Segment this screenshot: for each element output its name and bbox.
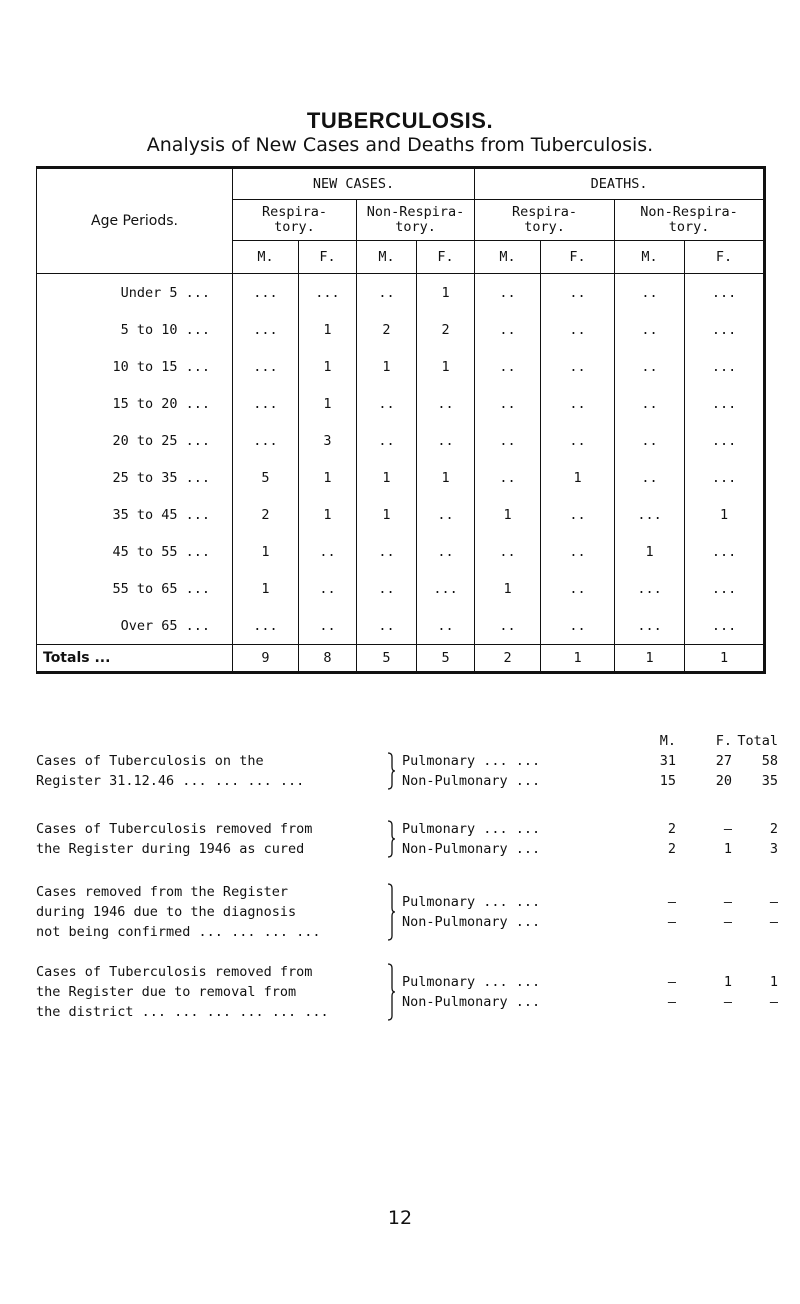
- age-period-cell: Over 65 ...: [120, 617, 210, 634]
- table-cell: ...: [685, 274, 765, 312]
- subgroup-text: Non-Respira- tory.: [366, 204, 465, 235]
- summary-description-line: during 1946 due to the diagnosis: [36, 904, 297, 920]
- table-cell: ...: [685, 348, 765, 385]
- sex-header: F.: [417, 241, 475, 274]
- table-cell: ..: [357, 385, 417, 422]
- brace-icon: [386, 962, 396, 1022]
- summary-description-line: Register 31.12.46 ... ... ... ...: [36, 773, 305, 789]
- table-cell: 1: [615, 533, 685, 570]
- table-cell: ..: [357, 533, 417, 570]
- table-cell: ..: [541, 422, 615, 459]
- table-row: [37, 533, 765, 570]
- new-cases-header: NEW CASES.: [233, 168, 475, 200]
- table-cell: ..: [357, 570, 417, 607]
- age-period-cell: 55 to 65 ...: [112, 580, 210, 597]
- sex-header: F.: [685, 241, 765, 274]
- tuberculosis-table: [36, 166, 766, 674]
- table-row: [37, 459, 765, 496]
- table-cell: ...: [685, 533, 765, 570]
- table-cell: ...: [685, 422, 765, 459]
- table-row: [37, 496, 765, 533]
- table-cell: 1: [417, 274, 475, 312]
- table-cell: ...: [685, 385, 765, 422]
- summary-row-label: Pulmonary ... ...: [402, 974, 541, 990]
- table-cell: ..: [357, 607, 417, 645]
- sex-header: F.: [541, 241, 615, 274]
- summary-description-line: Cases removed from the Register: [36, 884, 288, 900]
- summary-value-f: 27: [715, 753, 732, 769]
- table-cell: ..: [299, 570, 357, 607]
- table-cell: ...: [615, 570, 685, 607]
- table-cell: ...: [685, 607, 765, 645]
- table-cell: ..: [615, 311, 685, 348]
- summary-value-m: 31: [659, 753, 676, 769]
- table-cell: 1: [299, 385, 357, 422]
- summary-description-line: the Register due to removal from: [36, 984, 297, 1000]
- table-cell: ..: [475, 533, 541, 570]
- table-cell: ..: [299, 607, 357, 645]
- total-cell: 8: [299, 645, 357, 673]
- subgroup-text: Non-Respira- tory.: [640, 204, 738, 235]
- table-row: [37, 274, 765, 312]
- subgroup-text: Respira- tory.: [261, 204, 328, 235]
- total-cell: 1: [541, 645, 615, 673]
- table-cell: 1: [475, 570, 541, 607]
- summary-row-label: Pulmonary ... ...: [402, 753, 541, 769]
- summary-value-m: 15: [659, 773, 676, 789]
- table-row: [37, 607, 765, 645]
- summary-description-line: not being confirmed ... ... ... ...: [36, 924, 321, 940]
- table-cell: 1: [541, 459, 615, 496]
- table-cell: ...: [685, 570, 765, 607]
- table-cell: 1: [299, 459, 357, 496]
- summary-header-total: Total: [737, 733, 778, 749]
- age-period-cell: 5 to 10 ...: [120, 321, 210, 338]
- table-cell: ..: [299, 533, 357, 570]
- table-cell: ...: [233, 422, 299, 459]
- summary-value-total: —: [769, 914, 778, 930]
- total-cell: 1: [615, 645, 685, 673]
- table-cell: 1: [357, 459, 417, 496]
- summary-header-m: M.: [659, 733, 676, 749]
- summary-description-line: Cases of Tuberculosis removed from: [36, 964, 313, 980]
- total-cell: 9: [233, 645, 299, 673]
- table-cell: 1: [417, 459, 475, 496]
- table-cell: ..: [541, 274, 615, 312]
- summary-row-label: Non-Pulmonary ...: [402, 773, 541, 789]
- table-cell: 2: [233, 496, 299, 533]
- table-cell: ..: [417, 533, 475, 570]
- table-cell: 1: [417, 348, 475, 385]
- sex-header: M.: [475, 241, 541, 274]
- table-cell: 1: [357, 496, 417, 533]
- summary-value-m: 2: [667, 841, 676, 857]
- table-cell: ..: [615, 274, 685, 312]
- deaths-header: DEATHS.: [475, 168, 765, 200]
- table-cell: ..: [541, 570, 615, 607]
- table-cell: ..: [417, 496, 475, 533]
- table-cell: 1: [475, 496, 541, 533]
- table-cell: ...: [615, 607, 685, 645]
- summary-value-f: —: [723, 821, 732, 837]
- table-cell: ..: [475, 274, 541, 312]
- summary-value-total: 1: [769, 974, 778, 990]
- table-cell: ..: [541, 533, 615, 570]
- summary-value-m: 2: [667, 821, 676, 837]
- brace-icon: [386, 882, 396, 942]
- summary-description-line: the district ... ... ... ... ... ...: [36, 1004, 329, 1020]
- table-cell: ..: [541, 496, 615, 533]
- table-cell: 1: [299, 348, 357, 385]
- table-cell: ..: [475, 607, 541, 645]
- summary-value-total: 35: [761, 773, 778, 789]
- sex-header: M.: [357, 241, 417, 274]
- table-cell: ...: [233, 348, 299, 385]
- sex-header: M.: [233, 241, 299, 274]
- table-cell: 1: [233, 570, 299, 607]
- table-cell: 3: [299, 422, 357, 459]
- age-periods-header: Age Periods.: [37, 168, 233, 274]
- subgroup-header: [233, 200, 357, 241]
- summary-value-total: 3: [769, 841, 778, 857]
- table-cell: ..: [357, 422, 417, 459]
- summary-value-f: 1: [723, 974, 732, 990]
- summary-value-m: —: [667, 994, 676, 1010]
- page-number: 12: [387, 1207, 413, 1229]
- summary-description-line: Cases of Tuberculosis removed from: [36, 821, 313, 837]
- summary-description-line: the Register during 1946 as cured: [36, 841, 305, 857]
- summary-value-f: —: [723, 994, 732, 1010]
- table-cell: ..: [541, 607, 615, 645]
- table-cell: ...: [299, 274, 357, 312]
- table-cell: 5: [233, 459, 299, 496]
- table-cell: ..: [615, 348, 685, 385]
- age-period-cell: Under 5 ...: [120, 284, 210, 301]
- table-cell: ..: [475, 311, 541, 348]
- sex-header: M.: [615, 241, 685, 274]
- table-cell: 1: [299, 496, 357, 533]
- table-cell: 1: [357, 348, 417, 385]
- table-cell: 1: [685, 496, 765, 533]
- age-period-cell: 45 to 55 ...: [112, 543, 210, 560]
- age-period-cell: 25 to 35 ...: [112, 469, 210, 486]
- table-cell: ...: [685, 311, 765, 348]
- table-cell: ..: [357, 274, 417, 312]
- summary-value-f: 1: [723, 841, 732, 857]
- page-title: TUBERCULOSIS.: [306, 108, 494, 133]
- summary-value-total: 58: [761, 753, 778, 769]
- table-cell: ...: [233, 274, 299, 312]
- table-cell: ..: [417, 607, 475, 645]
- table-cell: ...: [417, 570, 475, 607]
- summary-row-label: Non-Pulmonary ...: [402, 914, 541, 930]
- summary-value-m: —: [667, 974, 676, 990]
- summary-row-label: Pulmonary ... ...: [402, 894, 541, 910]
- total-cell: 5: [357, 645, 417, 673]
- total-cell: 5: [417, 645, 475, 673]
- subgroup-text: Respira- tory.: [512, 204, 578, 235]
- table-cell: ..: [541, 385, 615, 422]
- table-cell: ...: [685, 459, 765, 496]
- sex-header: F.: [299, 241, 357, 274]
- age-period-cell: 20 to 25 ...: [112, 432, 210, 449]
- summary-value-m: —: [667, 914, 676, 930]
- table-cell: ..: [417, 422, 475, 459]
- summary-value-f: 20: [715, 773, 732, 789]
- subgroup-header: [357, 200, 475, 241]
- age-period-cell: 10 to 15 ...: [112, 358, 210, 375]
- table-cell: ..: [541, 348, 615, 385]
- subgroup-header: [615, 200, 765, 241]
- table-cell: 2: [417, 311, 475, 348]
- table-cell: ...: [233, 311, 299, 348]
- summary-header-f: F.: [715, 733, 732, 749]
- table-cell: ..: [475, 348, 541, 385]
- summary-value-f: —: [723, 914, 732, 930]
- age-period-cell: 15 to 20 ...: [112, 395, 210, 412]
- totals-row: [37, 645, 765, 673]
- table-cell: ..: [475, 385, 541, 422]
- summary-value-total: —: [769, 894, 778, 910]
- subgroup-header: [475, 200, 615, 241]
- table-cell: ..: [615, 385, 685, 422]
- table-row: [37, 570, 765, 607]
- summary-value-total: —: [769, 994, 778, 1010]
- table-cell: ..: [615, 422, 685, 459]
- table-cell: 2: [357, 311, 417, 348]
- table-cell: ..: [475, 422, 541, 459]
- brace-icon: [386, 751, 396, 791]
- table-row: [37, 385, 765, 422]
- summary-row-label: Pulmonary ... ...: [402, 821, 541, 837]
- table-cell: 1: [299, 311, 357, 348]
- table-cell: ..: [475, 459, 541, 496]
- total-cell: 2: [475, 645, 541, 673]
- brace-icon: [386, 819, 396, 859]
- total-cell: 1: [685, 645, 765, 673]
- table-cell: 1: [233, 533, 299, 570]
- page-subtitle: Analysis of New Cases and Deaths from Tuberculosis.: [146, 134, 654, 156]
- table-cell: ..: [417, 385, 475, 422]
- summary-row-label: Non-Pulmonary ...: [402, 994, 541, 1010]
- age-period-cell: 35 to 45 ...: [112, 506, 210, 523]
- summary-value-m: —: [667, 894, 676, 910]
- table-cell: ...: [615, 496, 685, 533]
- table-row: [37, 422, 765, 459]
- table-cell: ...: [233, 607, 299, 645]
- summary-value-total: 2: [769, 821, 778, 837]
- summary-value-f: —: [723, 894, 732, 910]
- summary-description-line: Cases of Tuberculosis on the: [36, 753, 264, 769]
- summary-row-label: Non-Pulmonary ...: [402, 841, 541, 857]
- table-cell: ..: [541, 311, 615, 348]
- totals-label: Totals ...: [37, 645, 233, 673]
- table-row: [37, 311, 765, 348]
- table-cell: ...: [233, 385, 299, 422]
- table-row: [37, 348, 765, 385]
- table-cell: ..: [615, 459, 685, 496]
